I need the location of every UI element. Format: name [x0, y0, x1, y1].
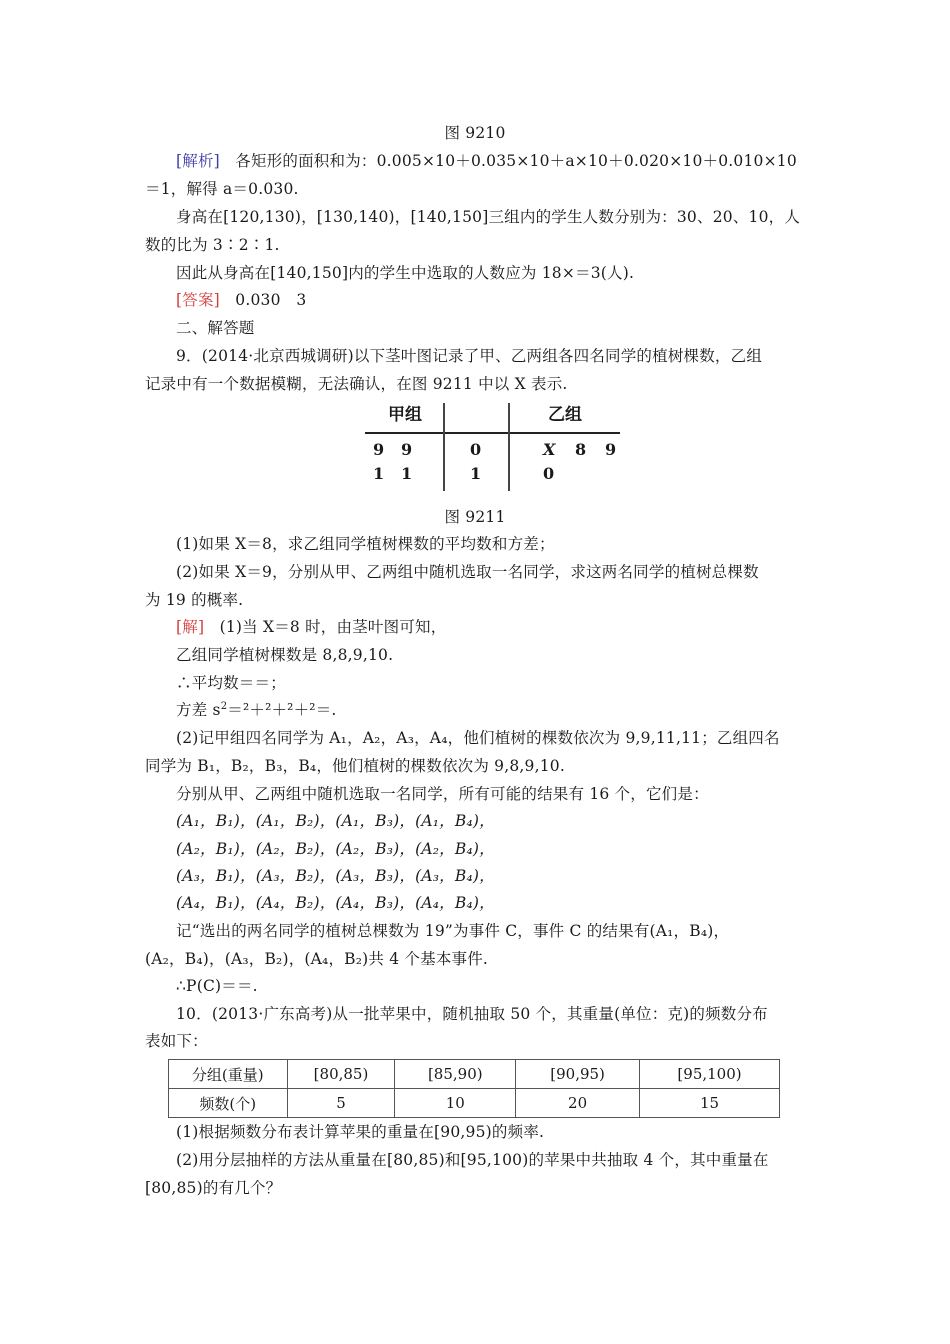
solution-text-1: (1)当 X＝8 时，由茎叶图可知， [219, 618, 447, 636]
answer-text: 0.030 3 [235, 291, 307, 309]
solution-line-2: 乙组同学植树棵数是 8,8,9,10. [176, 646, 394, 664]
variance-prefix: 方差 s [176, 701, 221, 719]
stem-leaf-cell: 9 [605, 440, 617, 459]
stem-leaf-cell: 0 [543, 464, 555, 483]
stem-leaf-left-header: 甲组 [388, 405, 422, 425]
stem-leaf-divider-left [443, 403, 445, 491]
outcome-row-3: (A₃，B₁)，(A₃，B₂)，(A₃，B₃)，(A₃，B₄)， [176, 867, 495, 885]
q10-part-1: (1)根据频数分布表计算苹果的重量在[90,95)的频率. [176, 1123, 545, 1141]
answer-line [176, 290, 841, 310]
q9-line-1: 9．(2014·北京西城调研)以下茎叶图记录了甲、乙两组各四名同学的植树棵数，乙组 [176, 347, 763, 365]
stem-leaf-cell: 1 [401, 464, 413, 483]
solution-line-6: 同学为 B₁，B₂，B₃，B₄，他们植树的棵数依次为 9,8,9,10. [145, 757, 565, 775]
stem-leaf-right-header: 乙组 [548, 405, 582, 425]
outcome-row-4: (A₄，B₁)，(A₄，B₂)，(A₄，B₃)，(A₄，B₄)， [176, 894, 495, 912]
q10-line-1: 10．(2013·广东高考)从一批苹果中，随机抽取 50 个，其重量(单位：克)的频数分布 [176, 1005, 768, 1023]
table-cell: 20 [516, 1089, 640, 1118]
solution-line-5: (2)记甲组四名同学为 A₁，A₂，A₃，A₄，他们植树的棵数依次为 9,9,11,11；乙组四名 [176, 729, 780, 747]
solution-line-10: ∴P(C)＝＝. [176, 977, 258, 995]
analysis-line-1 [176, 151, 841, 171]
answer-label: [答案] [176, 291, 220, 309]
analysis-line-2: ＝1，解得 a＝0.030. [145, 180, 299, 198]
figure-caption-9210: 图 9210 [444, 124, 506, 142]
stem-leaf-plot [365, 400, 620, 492]
solution-line-3: ∴平均数＝＝； [176, 674, 286, 692]
analysis-line-3: 身高在[120,130)，[130,140)，[140,150]三组内的学生人数分别为：30、20、10，人 [176, 208, 801, 226]
q9-line-2: 记录中有一个数据模糊，无法确认，在图 9211 中以 X 表示. [145, 375, 568, 393]
solution-line-7: 分别从甲、乙两组中随机选取一名同学，所有可能的结果有 16 个，它们是： [176, 785, 709, 803]
table-cell: 分组(重量) [169, 1060, 288, 1089]
q10-part-2-line-1: (2)用分层抽样的方法从重量在[80,85)和[95,100)的苹果中共抽取 4 个，其中重量在 [176, 1151, 769, 1169]
section-heading: 二、解答题 [176, 319, 255, 337]
table-row [169, 1089, 780, 1118]
analysis-text-1: 各矩形的面积和为：0.005×10＋0.035×10＋a×10＋0.020×10＋0.010×10 [235, 152, 797, 170]
solution-line-1 [176, 617, 841, 637]
table-cell: 频数(个) [169, 1089, 288, 1118]
solution-line-9: (A₂，B₄)，(A₃，B₂)，(A₄，B₂)共 4 个基本事件. [145, 950, 489, 968]
q9-part-1: (1)如果 X＝8，求乙组同学植树棵数的平均数和方差； [176, 535, 555, 553]
table-row [169, 1060, 780, 1089]
outcome-row-2: (A₂，B₁)，(A₂，B₂)，(A₂，B₃)，(A₂，B₄)， [176, 840, 495, 858]
stem-leaf-cell: 1 [373, 464, 385, 483]
stem-leaf-cell: 1 [470, 464, 482, 483]
stem-leaf-header-rule [365, 432, 620, 434]
frequency-table [168, 1059, 780, 1118]
table-cell: 15 [640, 1089, 780, 1118]
q9-part-2-line-1: (2)如果 X＝9，分别从甲、乙两组中随机选取一名同学，求这两名同学的植树总棵数 [176, 563, 759, 581]
q10-part-2-line-2: [80,85)的有几个？ [145, 1179, 282, 1197]
table-cell: 5 [287, 1089, 395, 1118]
table-cell: [85,90) [395, 1060, 516, 1089]
solution-label: [解] [176, 618, 205, 636]
analysis-line-5: 因此从身高在[140,150]内的学生中选取的人数应为 18×＝3(人). [176, 264, 635, 282]
stem-leaf-cell: 0 [470, 440, 482, 459]
solution-line-4 [176, 700, 841, 720]
stem-leaf-cell: 9 [373, 440, 385, 459]
table-cell: 10 [395, 1089, 516, 1118]
q10-line-2: 表如下： [145, 1032, 208, 1050]
stem-leaf-cell: X [543, 440, 556, 459]
q9-part-2-line-2: 为 19 的概率. [145, 591, 244, 609]
table-cell: [90,95) [516, 1060, 640, 1089]
solution-line-8: 记“选出的两名同学的植树总棵数为 19”为事件 C，事件 C 的结果有(A₁，B₄)， [176, 922, 730, 940]
stem-leaf-cell: 9 [401, 440, 413, 459]
figure-caption-9211: 图 9211 [444, 508, 506, 526]
variance-exponent: 2 [220, 701, 228, 712]
outcome-row-1: (A₁，B₁)，(A₁，B₂)，(A₁，B₃)，(A₁，B₄)， [176, 812, 495, 830]
table-cell: [95,100) [640, 1060, 780, 1089]
stem-leaf-divider-right [508, 403, 510, 491]
stem-leaf-cell: 8 [575, 440, 587, 459]
table-cell: [80,85) [287, 1060, 395, 1089]
analysis-line-4: 数的比为 3∶2∶1. [145, 236, 280, 254]
analysis-label: [解析] [176, 152, 220, 170]
variance-rest: ＝²＋²＋²＋²＝. [227, 701, 337, 719]
